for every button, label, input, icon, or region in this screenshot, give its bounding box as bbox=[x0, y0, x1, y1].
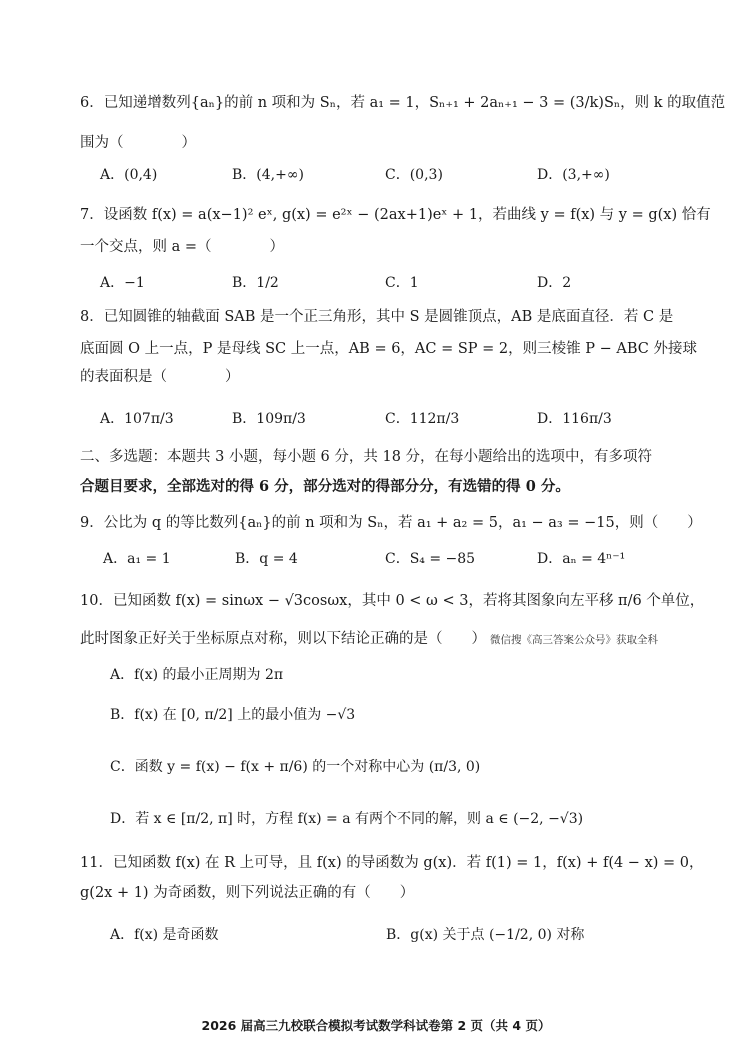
q11-stem-line1: 11．已知函数 f(x) 在 R 上可导，且 f(x) 的导函数为 g(x)．若 f(1) = 1，f(x) + f(4 − x) = 0， bbox=[80, 855, 704, 871]
watermark-note: 微信搜《高三答案公众号》获取全科 bbox=[490, 634, 658, 646]
q6-option-a: A．(0,4) bbox=[100, 167, 158, 183]
q6-option-b: B．(4,+∞) bbox=[232, 167, 304, 183]
q10-option-c: C．函数 y = f(x) − f(x + π/6) 的一个对称中心为 (π/3, 0) bbox=[110, 759, 481, 775]
q7-option-c: C．1 bbox=[385, 275, 419, 291]
q7-option-b: B．1/2 bbox=[232, 275, 279, 291]
q9-option-d: D．aₙ = 4ⁿ⁻¹ bbox=[537, 551, 626, 567]
q8-stem-line1: 8．已知圆锥的轴截面 SAB 是一个正三角形，其中 S 是圆锥顶点，AB 是底面直径．若 C 是 bbox=[80, 309, 674, 325]
q7-stem-line2: 一个交点，则 a =（ ） bbox=[80, 239, 285, 255]
q10-option-d: D．若 x ∈ [π/2, π] 时，方程 f(x) = a 有两个不同的解，则 a ∈ (−2, −√3) bbox=[110, 811, 584, 827]
q7-option-d: D．2 bbox=[537, 275, 572, 291]
q6-stem-line2: 围为（ ） bbox=[80, 135, 196, 151]
section2-instructions-line1: 二、多选题：本题共 3 小题，每小题 6 分，共 18 分，在每小题给出的选项中，有多项符 bbox=[80, 449, 653, 465]
q8-option-a: A．107π/3 bbox=[100, 411, 174, 427]
q9-stem-line1: 9．公比为 q 的等比数列{aₙ}的前 n 项和为 Sₙ，若 a₁ + a₂ = 5，a₁ − a₃ = −15，则（ ） bbox=[80, 515, 702, 531]
q9-option-c: C．S₄ = −85 bbox=[385, 551, 476, 567]
q10-stem-line2 bbox=[80, 628, 658, 651]
q11-stem-line2: g(2x + 1) 为奇函数，则下列说法正确的有（ ） bbox=[80, 885, 415, 901]
q8-option-c: C．112π/3 bbox=[385, 411, 460, 427]
q7-stem-line1: 7．设函数 f(x) = a(x−1)² eˣ, g(x) = e²ˣ − (2ax+1)eˣ + 1，若曲线 y = f(x) 与 y = g(x) 恰有 bbox=[80, 207, 711, 223]
q11-option-b: B．g(x) 关于点 (−1/2, 0) 对称 bbox=[386, 927, 585, 943]
q6-option-d: D．(3,+∞) bbox=[537, 167, 610, 183]
q8-stem-line3: 的表面积是（ ） bbox=[80, 369, 240, 385]
q6-option-c: C．(0,3) bbox=[385, 167, 443, 183]
q7-option-a: A．−1 bbox=[100, 275, 145, 291]
section2-instructions-line2: 合题目要求，全部选对的得 6 分，部分选对的得部分分，有选错的得 0 分。 bbox=[80, 478, 570, 495]
q6-stem-line1: 6．已知递增数列{aₙ}的前 n 项和为 Sₙ，若 a₁ = 1，Sₙ₊₁ + 2aₙ₊₁ − 3 = (3/k)Sₙ，则 k 的取值范 bbox=[80, 95, 726, 111]
q8-stem-line2: 底面圆 O 上一点，P 是母线 SC 上一点，AB = 6，AC = SP = 2，则三棱锥 P − ABC 外接球 bbox=[80, 341, 697, 357]
q10-option-a: A．f(x) 的最小正周期为 2π bbox=[110, 667, 284, 683]
q11-option-a: A．f(x) 是奇函数 bbox=[110, 927, 219, 943]
q8-option-d: D．116π/3 bbox=[537, 411, 612, 427]
q8-option-b: B．109π/3 bbox=[232, 411, 306, 427]
q10-stem-line1: 10．已知函数 f(x) = sinωx − √3cosωx，其中 0 < ω < 3，若将其图象向左平移 π/6 个单位， bbox=[80, 593, 705, 609]
q10-option-b: B．f(x) 在 [0, π/2] 上的最小值为 −√3 bbox=[110, 707, 356, 723]
q9-option-b: B．q = 4 bbox=[235, 551, 298, 567]
page-footer: 2026 届高三九校联合模拟考试数学科试卷第 2 页（共 4 页） bbox=[201, 1018, 551, 1033]
q9-option-a: A．a₁ = 1 bbox=[103, 551, 171, 567]
q10-stem-text: 此时图象正好关于坐标原点对称，则以下结论正确的是（ ） bbox=[80, 631, 486, 647]
